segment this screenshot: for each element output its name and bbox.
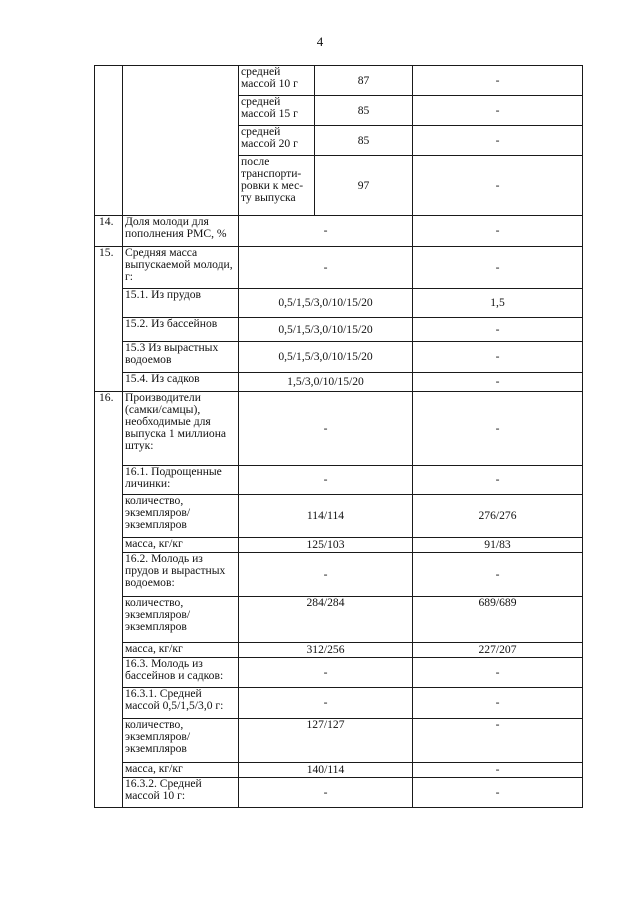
table-row (95, 373, 583, 392)
label-cell: 16.3.1. Средней массой 0,5/1,5/3,0 г: (123, 688, 239, 719)
label-cell: 16.2. Молодь из прудов и вырастных водоемов: (123, 553, 239, 597)
value-cell: - (239, 216, 413, 247)
value-cell: 0,5/1,5/3,0/10/15/20 (239, 342, 413, 373)
label-cell: Доля молоди для пополнения РМС, % (123, 216, 239, 247)
value-cell: - (413, 318, 583, 342)
number-cell: 16. (95, 392, 123, 808)
value-cell: 284/284 (239, 597, 413, 643)
value-cell: 87 (315, 66, 413, 96)
value-cell: 227/207 (413, 643, 583, 658)
value-cell: 1,5/3,0/10/15/20 (239, 373, 413, 392)
number-cell: 14. (95, 216, 123, 247)
value-cell: 689/689 (413, 597, 583, 643)
table-row (95, 495, 583, 538)
value-cell: - (413, 658, 583, 688)
label-cell (123, 66, 239, 216)
value-cell: - (239, 392, 413, 466)
value-cell: - (413, 553, 583, 597)
value-cell: 312/256 (239, 643, 413, 658)
sublabel-cell: после транспорти-ровки к мес-ту выпуска (239, 156, 315, 216)
value-cell: 140/114 (239, 763, 413, 778)
table-row (95, 658, 583, 688)
table-row (95, 538, 583, 553)
sublabel-cell: средней массой 10 г (239, 66, 315, 96)
value-cell: - (413, 216, 583, 247)
number-cell (95, 66, 123, 216)
value-cell: - (239, 658, 413, 688)
sublabel-cell: средней массой 20 г (239, 126, 315, 156)
value-cell: - (413, 688, 583, 719)
value-cell: 276/276 (413, 495, 583, 538)
label-cell: 15.4. Из садков (123, 373, 239, 392)
value-cell: - (413, 247, 583, 289)
label-cell: масса, кг/кг (123, 538, 239, 553)
table-row (95, 247, 583, 289)
label-cell: количество, экземпляров/ экземпляров (123, 495, 239, 538)
value-cell: 97 (315, 156, 413, 216)
value-cell: 91/83 (413, 538, 583, 553)
value-cell: - (413, 763, 583, 778)
value-cell: - (413, 66, 583, 96)
table-row (95, 597, 583, 643)
label-cell: Средняя масса выпускаемой молоди, г: (123, 247, 239, 289)
page-number: 4 (316, 34, 324, 49)
value-cell: 0,5/1,5/3,0/10/15/20 (239, 289, 413, 318)
value-cell: - (413, 126, 583, 156)
label-cell: 15.2. Из бассейнов (123, 318, 239, 342)
value-cell: - (413, 719, 583, 763)
value-cell: - (239, 778, 413, 808)
table-row (95, 392, 583, 466)
label-cell: количество, экземпляров/ экземпляров (123, 597, 239, 643)
label-cell: Производители (самки/самцы), необходимые для выпуска 1 миллиона штук: (123, 392, 239, 466)
value-cell: - (413, 342, 583, 373)
table-row (95, 289, 583, 318)
label-cell: 16.3. Молодь из бассейнов и садков: (123, 658, 239, 688)
label-cell: количество, экземпляров/ экземпляров (123, 719, 239, 763)
value-cell: - (413, 778, 583, 808)
value-cell: 1,5 (413, 289, 583, 318)
value-cell: - (413, 373, 583, 392)
table-row (95, 719, 583, 763)
number-cell: 15. (95, 247, 123, 392)
value-cell: - (239, 247, 413, 289)
table-row (95, 763, 583, 778)
value-cell: 127/127 (239, 719, 413, 763)
value-cell: - (413, 466, 583, 495)
value-cell: 85 (315, 96, 413, 126)
value-cell: - (239, 688, 413, 719)
table-row (95, 466, 583, 495)
table-row (95, 216, 583, 247)
data-table (94, 65, 583, 808)
table-row (95, 66, 583, 96)
value-cell: - (413, 156, 583, 216)
table-row (95, 342, 583, 373)
label-cell: масса, кг/кг (123, 763, 239, 778)
label-cell: 15.1. Из прудов (123, 289, 239, 318)
value-cell: - (239, 553, 413, 597)
table-row (95, 553, 583, 597)
value-cell: 85 (315, 126, 413, 156)
label-cell: 16.1. Подрощенные личинки: (123, 466, 239, 495)
label-cell: 15.3 Из вырастных водоемов (123, 342, 239, 373)
table-row (95, 688, 583, 719)
value-cell: 0,5/1,5/3,0/10/15/20 (239, 318, 413, 342)
value-cell: 125/103 (239, 538, 413, 553)
sublabel-cell: средней массой 15 г (239, 96, 315, 126)
value-cell: - (413, 392, 583, 466)
table-row (95, 318, 583, 342)
label-cell: масса, кг/кг (123, 643, 239, 658)
value-cell: - (239, 466, 413, 495)
label-cell: 16.3.2. Средней массой 10 г: (123, 778, 239, 808)
table-row (95, 778, 583, 808)
value-cell: - (413, 96, 583, 126)
table-row (95, 643, 583, 658)
value-cell: 114/114 (239, 495, 413, 538)
